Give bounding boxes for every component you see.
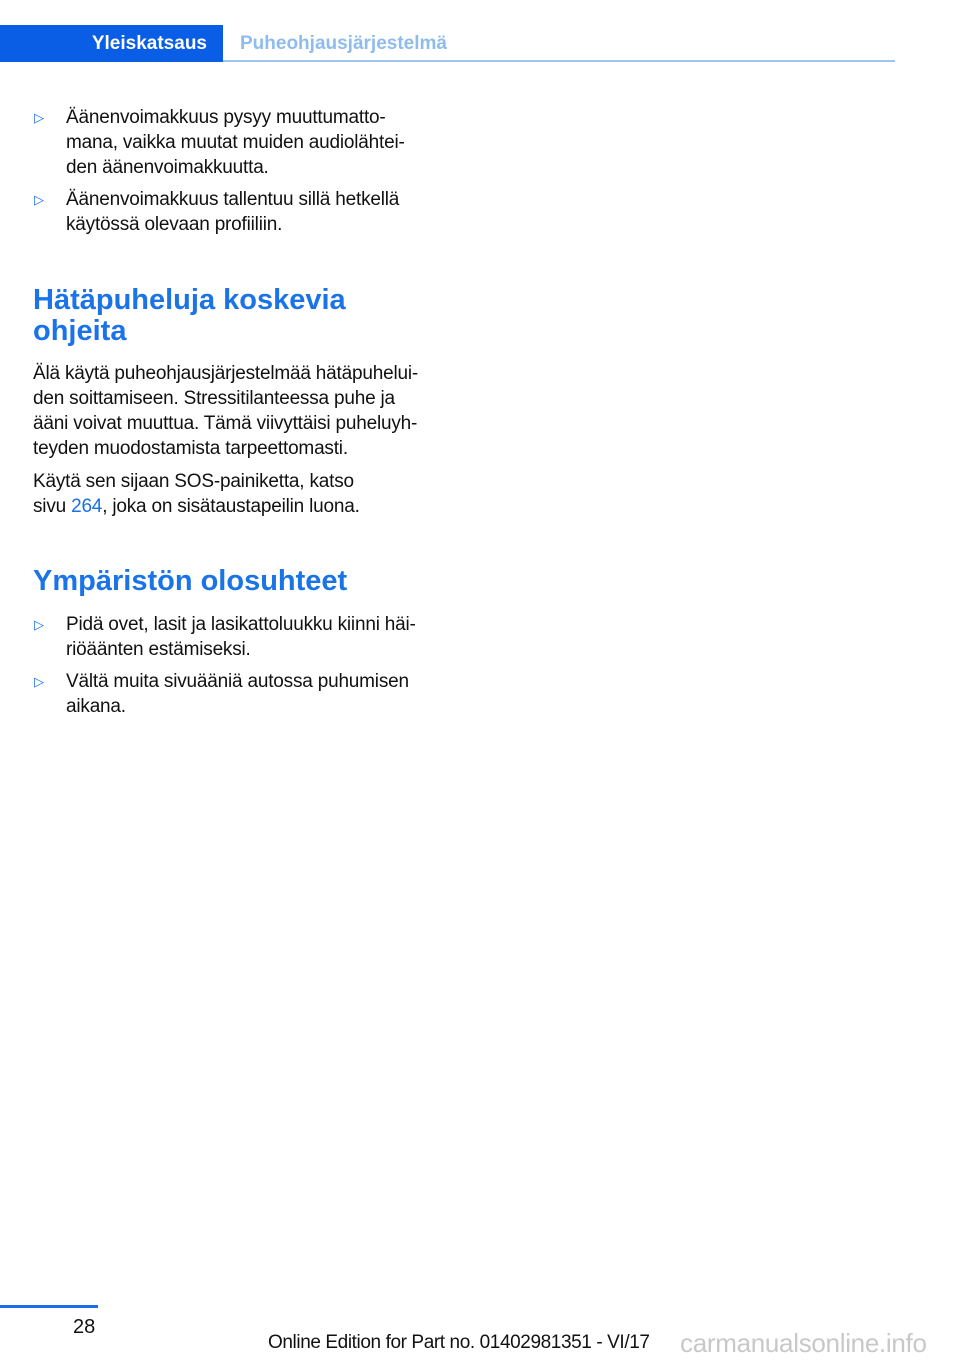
bullet-icon: ▷ xyxy=(34,110,44,125)
bullet-text: Äänenvoimakkuus pysyy muuttumatto- xyxy=(66,107,386,128)
text: sivu xyxy=(33,496,72,517)
footer-divider xyxy=(0,1305,98,1308)
edition-text: Online Edition for Part no. 01402981351 - VI/17 xyxy=(268,1332,650,1353)
paragraph-line: ääni voivat muuttua. Tämä viivyttäisi puheluyh- xyxy=(33,413,418,434)
tab-yleiskatsaus[interactable]: Yleiskatsaus xyxy=(0,25,223,62)
header-divider xyxy=(223,60,895,62)
page-number: 28 xyxy=(73,1316,96,1338)
bullet-text: den äänenvoimakkuutta. xyxy=(66,157,269,178)
paragraph-line: Käytä sen sijaan SOS-painiketta, katso xyxy=(33,471,354,492)
bullet-icon: ▷ xyxy=(34,674,44,689)
section-heading: Ympäristön olosuhteet xyxy=(33,565,348,597)
bullet-text: käytössä olevaan profiiliin. xyxy=(66,214,283,235)
bullet-icon: ▷ xyxy=(34,617,44,632)
tab-puheohjausjarjestelma[interactable]: Puheohjausjärjestelmä xyxy=(240,33,447,54)
watermark: carmanualsonline.info xyxy=(680,1328,927,1358)
bullet-text: Pidä ovet, lasit ja lasikattoluukku kiinni häi- xyxy=(66,614,416,635)
bullet-text: riöäänten estämiseksi. xyxy=(66,639,251,660)
bullet-text: Äänenvoimakkuus tallentuu sillä hetkellä xyxy=(66,189,400,210)
bullet-icon: ▷ xyxy=(34,192,44,207)
bullet-text: Vältä muita sivuääniä autossa puhumisen xyxy=(66,671,409,692)
paragraph-line: teyden muodostamista tarpeettomasti. xyxy=(33,438,348,459)
text: , joka on sisätaustapeilin luona. xyxy=(102,496,360,517)
paragraph-line xyxy=(33,494,360,519)
bullet-text: aikana. xyxy=(66,696,126,717)
page-link[interactable]: 264 xyxy=(71,496,103,517)
section-heading: Hätäpuheluja koskevia xyxy=(33,284,346,316)
paragraph-line: den soittamiseen. Stressitilanteessa puhe ja xyxy=(33,388,395,409)
bullet-text: mana, vaikka muutat muiden audiolähtei- xyxy=(66,132,405,153)
section-heading: ohjeita xyxy=(33,315,127,347)
paragraph-line: Älä käytä puheohjausjärjestelmää hätäpuhelui- xyxy=(33,363,418,384)
